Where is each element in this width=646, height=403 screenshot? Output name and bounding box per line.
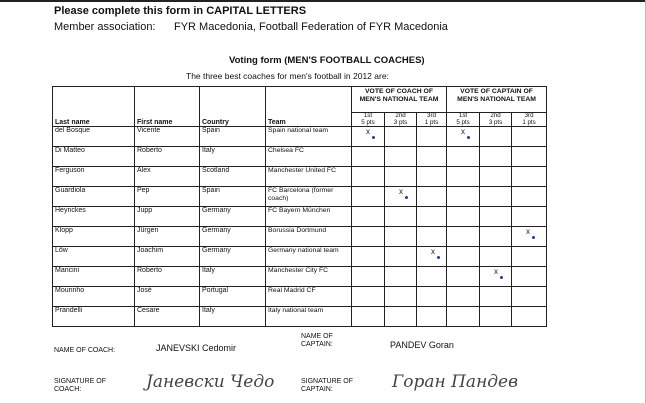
first-name-cell: Vicente bbox=[135, 127, 200, 147]
table-row bbox=[53, 207, 547, 227]
captain-name-label: NAME OF CAPTAIN: bbox=[301, 333, 333, 348]
team-cell: Italy national team bbox=[266, 307, 352, 327]
first-name-cell: Roberto bbox=[135, 267, 200, 287]
coach-vote-3rd-cell[interactable] bbox=[417, 147, 447, 167]
last-name-cell: Mourinho bbox=[53, 287, 135, 307]
captain-vote-2nd-cell[interactable] bbox=[480, 267, 512, 287]
points-header: 3rd 1 pts bbox=[417, 113, 447, 127]
coach-vote-2nd-cell[interactable] bbox=[385, 127, 417, 147]
form-title: Voting form (MEN'S FOOTBALL COACHES) bbox=[229, 55, 425, 66]
col-first-name: First name bbox=[135, 87, 200, 127]
coach-vote-1st-cell[interactable] bbox=[352, 227, 385, 247]
coach-vote-2nd-cell[interactable] bbox=[385, 147, 417, 167]
captain-vote-1st-cell[interactable] bbox=[447, 127, 480, 147]
points-header: 2nd 3 pts bbox=[385, 113, 417, 127]
captain-vote-2nd-cell[interactable] bbox=[480, 207, 512, 227]
country-cell: Germany bbox=[200, 247, 266, 267]
table-row bbox=[53, 147, 547, 167]
captain-vote-3rd-cell[interactable] bbox=[512, 147, 547, 167]
captain-vote-1st-cell[interactable] bbox=[447, 267, 480, 287]
voting-table bbox=[52, 86, 547, 327]
vote-mark: x bbox=[399, 187, 403, 196]
points-header: 1st 5 pts bbox=[447, 113, 480, 127]
col-country: Country bbox=[200, 87, 266, 127]
country-cell: Portugal bbox=[200, 287, 266, 307]
captain-name: PANDEV Goran bbox=[390, 340, 454, 350]
captain-vote-2nd-cell[interactable] bbox=[480, 127, 512, 147]
team-cell: FC Barcelona (former coach) bbox=[266, 187, 352, 207]
team-cell: Spain national team bbox=[266, 127, 352, 147]
last-name-cell: Löw bbox=[53, 247, 135, 267]
country-cell: Scotland bbox=[200, 167, 266, 187]
coach-vote-3rd-cell[interactable] bbox=[417, 307, 447, 327]
captain-vote-3rd-cell[interactable] bbox=[512, 267, 547, 287]
coach-vote-1st-cell[interactable] bbox=[352, 307, 385, 327]
table-row bbox=[53, 187, 547, 207]
instruction-text: Please complete this form in CAPITAL LETTERS bbox=[54, 5, 307, 17]
captain-vote-2nd-cell[interactable] bbox=[480, 187, 512, 207]
coach-signature-label: SIGNATURE OF COACH: bbox=[54, 378, 106, 393]
table-row bbox=[53, 227, 547, 247]
ink-dot bbox=[500, 276, 503, 279]
col-last-name: Last name bbox=[53, 87, 135, 127]
captain-vote-1st-cell[interactable] bbox=[447, 187, 480, 207]
captain-vote-1st-cell[interactable] bbox=[447, 147, 480, 167]
first-name-cell: Jupp bbox=[135, 207, 200, 227]
captain-vote-2nd-cell[interactable] bbox=[480, 307, 512, 327]
first-name-cell: Joachim bbox=[135, 247, 200, 267]
last-name-cell: del Bosque bbox=[53, 127, 135, 147]
captain-vote-1st-cell[interactable] bbox=[447, 247, 480, 267]
points-header: 2nd 3 pts bbox=[480, 113, 512, 127]
coach-vote-3rd-cell[interactable] bbox=[417, 227, 447, 247]
coach-vote-2nd-cell[interactable] bbox=[385, 167, 417, 187]
coach-vote-2nd-cell[interactable] bbox=[385, 287, 417, 307]
captain-vote-3rd-cell[interactable] bbox=[512, 167, 547, 187]
coach-signature: Јаневски Чедо bbox=[146, 372, 275, 392]
country-cell: Italy bbox=[200, 147, 266, 167]
captain-vote-3rd-cell[interactable] bbox=[512, 227, 547, 247]
coach-vote-1st-cell[interactable] bbox=[352, 267, 385, 287]
captain-vote-2nd-cell[interactable] bbox=[480, 167, 512, 187]
coach-vote-2nd-cell[interactable] bbox=[385, 247, 417, 267]
vote-mark: x bbox=[431, 247, 435, 256]
member-value: FYR Macedonia, Football Federation of FYR Macedonia bbox=[174, 21, 448, 33]
team-cell: FC Bayern München bbox=[266, 207, 352, 227]
captain-vote-3rd-cell[interactable] bbox=[512, 127, 547, 147]
coach-vote-2nd-cell[interactable] bbox=[385, 267, 417, 287]
captain-vote-1st-cell[interactable] bbox=[447, 287, 480, 307]
first-name-cell: Alex bbox=[135, 167, 200, 187]
coach-vote-1st-cell[interactable] bbox=[352, 187, 385, 207]
captain-vote-1st-cell[interactable] bbox=[447, 167, 480, 187]
ink-dot bbox=[405, 196, 408, 199]
points-header: 1st 5 pts bbox=[352, 113, 385, 127]
coach-vote-1st-cell[interactable] bbox=[352, 287, 385, 307]
country-cell: Germany bbox=[200, 227, 266, 247]
captain-signature-label: SIGNATURE OF CAPTAIN: bbox=[301, 378, 353, 393]
vote-mark: x bbox=[461, 127, 466, 136]
coach-vote-3rd-cell[interactable] bbox=[417, 207, 447, 227]
coach-name-label: NAME OF COACH: bbox=[54, 347, 116, 354]
country-cell: Spain bbox=[200, 187, 266, 207]
table-row bbox=[53, 307, 547, 327]
group-captain-vote: VOTE OF CAPTAIN OF MEN'S NATIONAL TEAM bbox=[447, 87, 547, 113]
team-cell: Manchester City FC bbox=[266, 267, 352, 287]
member-association bbox=[54, 21, 448, 33]
ink-dot bbox=[372, 136, 375, 139]
coach-vote-3rd-cell[interactable] bbox=[417, 167, 447, 187]
coach-name: JANEVSKI Cedomir bbox=[156, 343, 237, 353]
ink-dot bbox=[437, 256, 440, 259]
coach-vote-2nd-cell[interactable] bbox=[385, 307, 417, 327]
captain-vote-1st-cell[interactable] bbox=[447, 307, 480, 327]
form-subtitle: The three best coaches for men's football in 2012 are: bbox=[186, 71, 389, 81]
table-row bbox=[53, 127, 547, 147]
country-cell: Spain bbox=[200, 127, 266, 147]
table-row bbox=[53, 167, 547, 187]
captain-vote-1st-cell[interactable] bbox=[447, 207, 480, 227]
captain-vote-2nd-cell[interactable] bbox=[480, 147, 512, 167]
country-cell: Germany bbox=[200, 207, 266, 227]
captain-vote-1st-cell[interactable] bbox=[447, 227, 480, 247]
captain-vote-3rd-cell[interactable] bbox=[512, 307, 547, 327]
coach-vote-1st-cell[interactable] bbox=[352, 147, 385, 167]
last-name-cell: Klopp bbox=[53, 227, 135, 247]
last-name-cell: Ferguson bbox=[53, 167, 135, 187]
coach-vote-3rd-cell[interactable] bbox=[417, 127, 447, 147]
coach-vote-1st-cell[interactable] bbox=[352, 207, 385, 227]
captain-vote-2nd-cell[interactable] bbox=[480, 227, 512, 247]
first-name-cell: Jürgen bbox=[135, 227, 200, 247]
coach-vote-2nd-cell[interactable] bbox=[385, 207, 417, 227]
last-name-cell: Heynckes bbox=[53, 207, 135, 227]
team-cell: Chelsea FC bbox=[266, 147, 352, 167]
last-name-cell: Guardiola bbox=[53, 187, 135, 207]
coach-vote-1st-cell[interactable] bbox=[352, 127, 385, 147]
vote-mark: x bbox=[366, 127, 370, 136]
first-name-cell: José bbox=[135, 287, 200, 307]
ink-dot bbox=[532, 236, 535, 239]
last-name-cell: Prandelli bbox=[53, 307, 135, 327]
coach-vote-1st-cell[interactable] bbox=[352, 247, 385, 267]
ink-dot bbox=[467, 136, 470, 139]
table-row bbox=[53, 287, 547, 307]
coach-vote-3rd-cell[interactable] bbox=[417, 267, 447, 287]
group-coach-vote: VOTE OF COACH OF MEN'S NATIONAL TEAM bbox=[352, 87, 447, 113]
col-team: Team bbox=[266, 87, 352, 127]
coach-vote-2nd-cell[interactable] bbox=[385, 187, 417, 207]
vote-mark: x bbox=[526, 227, 531, 236]
captain-signature: Горан Пандев bbox=[392, 372, 518, 392]
last-name-cell: Di Matteo bbox=[53, 147, 135, 167]
coach-vote-1st-cell[interactable] bbox=[352, 167, 385, 187]
coach-vote-3rd-cell[interactable] bbox=[417, 247, 447, 267]
country-cell: Italy bbox=[200, 267, 266, 287]
coach-vote-2nd-cell[interactable] bbox=[385, 227, 417, 247]
coach-vote-3rd-cell[interactable] bbox=[417, 287, 447, 307]
captain-vote-3rd-cell[interactable] bbox=[512, 287, 547, 307]
coach-vote-3rd-cell[interactable] bbox=[417, 187, 447, 207]
captain-vote-3rd-cell[interactable] bbox=[512, 247, 547, 267]
captain-vote-2nd-cell[interactable] bbox=[480, 287, 512, 307]
team-cell: Real Madrid CF bbox=[266, 287, 352, 307]
first-name-cell: Cesare bbox=[135, 307, 200, 327]
top-rule bbox=[0, 0, 646, 2]
first-name-cell: Roberto bbox=[135, 147, 200, 167]
team-cell: Manchester United FC bbox=[266, 167, 352, 187]
points-header: 3rd 1 pts bbox=[512, 113, 547, 127]
member-label: Member association: bbox=[54, 21, 156, 33]
team-cell: Borussia Dortmund bbox=[266, 227, 352, 247]
table-row bbox=[53, 267, 547, 287]
country-cell: Italy bbox=[200, 307, 266, 327]
team-cell: Germany national team bbox=[266, 247, 352, 267]
captain-vote-3rd-cell[interactable] bbox=[512, 207, 547, 227]
last-name-cell: Mancini bbox=[53, 267, 135, 287]
captain-vote-2nd-cell[interactable] bbox=[480, 247, 512, 267]
captain-vote-3rd-cell[interactable] bbox=[512, 187, 547, 207]
first-name-cell: Pep bbox=[135, 187, 200, 207]
table-row bbox=[53, 247, 547, 267]
vote-mark: x bbox=[494, 267, 499, 276]
